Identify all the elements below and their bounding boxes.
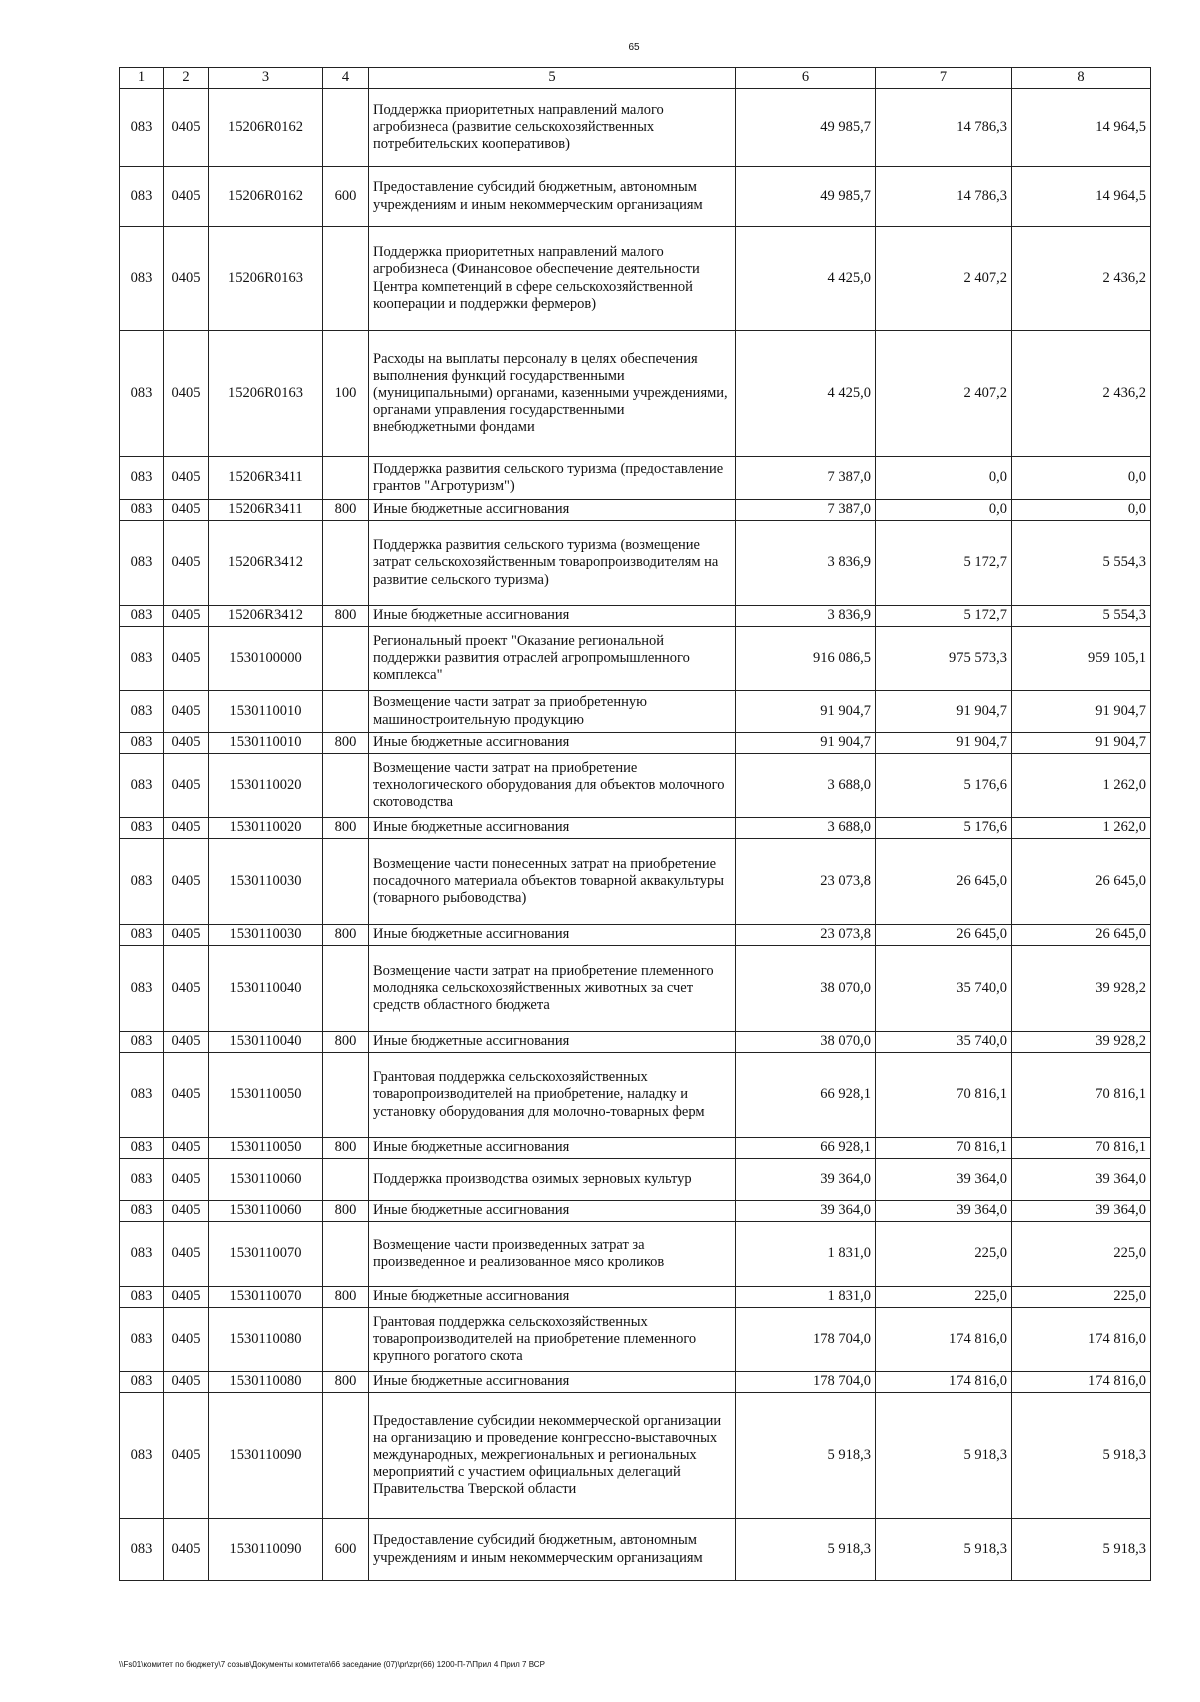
column-header-1: 1 [120, 68, 164, 89]
target-article-cell: 15206R0162 [209, 89, 323, 167]
amount-year3-cell: 91 904,7 [1012, 733, 1151, 754]
admin-code-cell: 083 [120, 500, 164, 521]
section-code-cell: 0405 [164, 1287, 209, 1308]
amount-year1-cell: 5 918,3 [736, 1393, 876, 1519]
amount-year2-cell: 91 904,7 [876, 691, 1012, 733]
expense-type-cell [323, 1159, 369, 1201]
amount-year2-cell: 35 740,0 [876, 946, 1012, 1032]
admin-code-cell: 083 [120, 946, 164, 1032]
admin-code-cell: 083 [120, 1308, 164, 1372]
admin-code-cell: 083 [120, 754, 164, 818]
amount-year1-cell: 23 073,8 [736, 925, 876, 946]
admin-code-cell: 083 [120, 1053, 164, 1138]
target-article-cell: 1530110070 [209, 1222, 323, 1287]
section-code-cell: 0405 [164, 818, 209, 839]
expense-type-cell [323, 1393, 369, 1519]
column-header-6: 6 [736, 68, 876, 89]
section-code-cell: 0405 [164, 167, 209, 227]
admin-code-cell: 083 [120, 1393, 164, 1519]
admin-code-cell: 083 [120, 1201, 164, 1222]
column-header-3: 3 [209, 68, 323, 89]
table-row [120, 331, 1151, 457]
amount-year1-cell: 66 928,1 [736, 1053, 876, 1138]
expense-type-cell [323, 691, 369, 733]
admin-code-cell: 083 [120, 167, 164, 227]
admin-code-cell: 083 [120, 1519, 164, 1581]
target-article-cell: 15206R0163 [209, 331, 323, 457]
amount-year3-cell: 0,0 [1012, 500, 1151, 521]
amount-year2-cell: 35 740,0 [876, 1032, 1012, 1053]
amount-year2-cell: 0,0 [876, 457, 1012, 500]
column-header-4: 4 [323, 68, 369, 89]
expense-type-cell [323, 1308, 369, 1372]
amount-year3-cell: 1 262,0 [1012, 754, 1151, 818]
amount-year3-cell: 70 816,1 [1012, 1138, 1151, 1159]
expense-type-cell [323, 457, 369, 500]
table-row [120, 1519, 1151, 1581]
section-code-cell: 0405 [164, 1519, 209, 1581]
target-article-cell: 1530110030 [209, 839, 323, 925]
amount-year1-cell: 38 070,0 [736, 946, 876, 1032]
expense-type-cell [323, 1222, 369, 1287]
expense-type-cell [323, 1053, 369, 1138]
expense-type-cell: 800 [323, 925, 369, 946]
item-name-cell: Поддержка приоритетных направлений малого агробизнеса (Финансовое обеспечение деятельности Центра компетенций в сфере сельскохозяйственной кооперации и поддержки фермеров) [369, 227, 736, 331]
column-header-5: 5 [369, 68, 736, 89]
amount-year3-cell: 26 645,0 [1012, 925, 1151, 946]
amount-year3-cell: 5 918,3 [1012, 1519, 1151, 1581]
amount-year1-cell: 91 904,7 [736, 733, 876, 754]
admin-code-cell: 083 [120, 925, 164, 946]
table-row [120, 1138, 1151, 1159]
amount-year2-cell: 5 918,3 [876, 1519, 1012, 1581]
amount-year1-cell: 39 364,0 [736, 1201, 876, 1222]
table-row [120, 627, 1151, 691]
amount-year2-cell: 174 816,0 [876, 1308, 1012, 1372]
section-code-cell: 0405 [164, 1372, 209, 1393]
expense-type-cell: 600 [323, 1519, 369, 1581]
amount-year3-cell: 26 645,0 [1012, 839, 1151, 925]
table-row [120, 606, 1151, 627]
item-name-cell: Иные бюджетные ассигнования [369, 1372, 736, 1393]
amount-year1-cell: 49 985,7 [736, 89, 876, 167]
item-name-cell: Поддержка развития сельского туризма (возмещение затрат сельскохозяйственным товаропроизводителям на развитие сельского туризма) [369, 521, 736, 606]
table-row [120, 1032, 1151, 1053]
amount-year2-cell: 5 176,6 [876, 818, 1012, 839]
amount-year1-cell: 7 387,0 [736, 500, 876, 521]
amount-year2-cell: 26 645,0 [876, 925, 1012, 946]
amount-year3-cell: 225,0 [1012, 1287, 1151, 1308]
admin-code-cell: 083 [120, 521, 164, 606]
item-name-cell: Иные бюджетные ассигнования [369, 925, 736, 946]
table-row [120, 839, 1151, 925]
amount-year3-cell: 5 918,3 [1012, 1393, 1151, 1519]
amount-year1-cell: 49 985,7 [736, 167, 876, 227]
item-name-cell: Грантовая поддержка сельскохозяйственных товаропроизводителей на приобретение племенного крупного рогатого скота [369, 1308, 736, 1372]
admin-code-cell: 083 [120, 839, 164, 925]
table-row [120, 89, 1151, 167]
item-name-cell: Иные бюджетные ассигнования [369, 606, 736, 627]
item-name-cell: Предоставление субсидии некоммерческой организации на организацию и проведение конгрессно-выставочных международных, межрегиональных и региональных мероприятий с участием официальных делегаций Правительства Тверской области [369, 1393, 736, 1519]
amount-year2-cell: 5 176,6 [876, 754, 1012, 818]
item-name-cell: Иные бюджетные ассигнования [369, 1201, 736, 1222]
amount-year3-cell: 225,0 [1012, 1222, 1151, 1287]
expense-type-cell: 800 [323, 1201, 369, 1222]
amount-year2-cell: 5 172,7 [876, 521, 1012, 606]
section-code-cell: 0405 [164, 1308, 209, 1372]
table-row [120, 457, 1151, 500]
expense-type-cell: 800 [323, 500, 369, 521]
table-row [120, 691, 1151, 733]
amount-year1-cell: 1 831,0 [736, 1222, 876, 1287]
item-name-cell: Предоставление субсидий бюджетным, автономным учреждениям и иным некоммерческим организациям [369, 167, 736, 227]
item-name-cell: Поддержка производства озимых зерновых культур [369, 1159, 736, 1201]
target-article-cell: 1530110010 [209, 733, 323, 754]
admin-code-cell: 083 [120, 606, 164, 627]
column-header-2: 2 [164, 68, 209, 89]
table-row [120, 946, 1151, 1032]
amount-year3-cell: 1 262,0 [1012, 818, 1151, 839]
admin-code-cell: 083 [120, 627, 164, 691]
item-name-cell: Иные бюджетные ассигнования [369, 733, 736, 754]
admin-code-cell: 083 [120, 1222, 164, 1287]
section-code-cell: 0405 [164, 331, 209, 457]
item-name-cell: Возмещение части затрат за приобретенную машиностроительную продукцию [369, 691, 736, 733]
section-code-cell: 0405 [164, 500, 209, 521]
table-row [120, 1308, 1151, 1372]
target-article-cell: 1530110040 [209, 946, 323, 1032]
target-article-cell: 1530110080 [209, 1308, 323, 1372]
amount-year3-cell: 14 964,5 [1012, 89, 1151, 167]
section-code-cell: 0405 [164, 1222, 209, 1287]
amount-year3-cell: 0,0 [1012, 457, 1151, 500]
expense-type-cell: 800 [323, 1032, 369, 1053]
amount-year3-cell: 39 928,2 [1012, 946, 1151, 1032]
amount-year3-cell: 91 904,7 [1012, 691, 1151, 733]
item-name-cell: Поддержка развития сельского туризма (предоставление грантов "Агротуризм") [369, 457, 736, 500]
section-code-cell: 0405 [164, 606, 209, 627]
amount-year1-cell: 3 836,9 [736, 606, 876, 627]
target-article-cell: 1530110060 [209, 1159, 323, 1201]
table-row [120, 1201, 1151, 1222]
header-row [120, 68, 1151, 89]
amount-year3-cell: 2 436,2 [1012, 331, 1151, 457]
item-name-cell: Предоставление субсидий бюджетным, автономным учреждениям и иным некоммерческим организациям [369, 1519, 736, 1581]
expense-type-cell: 800 [323, 1287, 369, 1308]
amount-year3-cell: 39 364,0 [1012, 1159, 1151, 1201]
target-article-cell: 1530110040 [209, 1032, 323, 1053]
expense-type-cell [323, 521, 369, 606]
amount-year2-cell: 14 786,3 [876, 89, 1012, 167]
footer-file-path: \\Fs01\комитет по бюджету\7 созыв\Документы комитета\66 заседание (07)\pr\zpr(66) 1200-П-7\Прил 4 Прил 7 ВСР [119, 1660, 545, 1669]
item-name-cell: Поддержка приоритетных направлений малого агробизнеса (развитие сельскохозяйственных потребительских кооперативов) [369, 89, 736, 167]
amount-year2-cell: 70 816,1 [876, 1138, 1012, 1159]
amount-year2-cell: 2 407,2 [876, 227, 1012, 331]
column-header-8: 8 [1012, 68, 1151, 89]
table-row [120, 1053, 1151, 1138]
amount-year1-cell: 178 704,0 [736, 1308, 876, 1372]
target-article-cell: 1530110090 [209, 1393, 323, 1519]
expense-type-cell [323, 627, 369, 691]
expense-type-cell: 800 [323, 1372, 369, 1393]
budget-table [119, 67, 1151, 1581]
amount-year2-cell: 39 364,0 [876, 1159, 1012, 1201]
table-row [120, 925, 1151, 946]
admin-code-cell: 083 [120, 1159, 164, 1201]
amount-year1-cell: 91 904,7 [736, 691, 876, 733]
section-code-cell: 0405 [164, 1032, 209, 1053]
amount-year1-cell: 3 688,0 [736, 754, 876, 818]
section-code-cell: 0405 [164, 925, 209, 946]
amount-year3-cell: 959 105,1 [1012, 627, 1151, 691]
page-number: 65 [628, 42, 640, 53]
amount-year1-cell: 5 918,3 [736, 1519, 876, 1581]
amount-year2-cell: 5 918,3 [876, 1393, 1012, 1519]
amount-year2-cell: 174 816,0 [876, 1372, 1012, 1393]
table-body [120, 89, 1151, 1581]
item-name-cell: Возмещение части затрат на приобретение технологического оборудования для объектов молочного скотоводства [369, 754, 736, 818]
amount-year3-cell: 174 816,0 [1012, 1372, 1151, 1393]
section-code-cell: 0405 [164, 1393, 209, 1519]
target-article-cell: 1530110090 [209, 1519, 323, 1581]
table-row [120, 1287, 1151, 1308]
table-row [120, 227, 1151, 331]
amount-year2-cell: 91 904,7 [876, 733, 1012, 754]
amount-year3-cell: 39 928,2 [1012, 1032, 1151, 1053]
expense-type-cell: 600 [323, 167, 369, 227]
amount-year3-cell: 2 436,2 [1012, 227, 1151, 331]
item-name-cell: Иные бюджетные ассигнования [369, 818, 736, 839]
amount-year2-cell: 2 407,2 [876, 331, 1012, 457]
item-name-cell: Грантовая поддержка сельскохозяйственных товаропроизводителей на приобретение, наладку и установку оборудования для молочно-товарных ферм [369, 1053, 736, 1138]
target-article-cell: 15206R3411 [209, 457, 323, 500]
amount-year3-cell: 14 964,5 [1012, 167, 1151, 227]
expense-type-cell: 800 [323, 606, 369, 627]
column-header-7: 7 [876, 68, 1012, 89]
target-article-cell: 1530110080 [209, 1372, 323, 1393]
expense-type-cell [323, 754, 369, 818]
item-name-cell: Иные бюджетные ассигнования [369, 500, 736, 521]
amount-year2-cell: 39 364,0 [876, 1201, 1012, 1222]
target-article-cell: 15206R0162 [209, 167, 323, 227]
amount-year2-cell: 5 172,7 [876, 606, 1012, 627]
table-row [120, 1222, 1151, 1287]
table-row [120, 1393, 1151, 1519]
expense-type-cell: 800 [323, 818, 369, 839]
expense-type-cell [323, 839, 369, 925]
target-article-cell: 1530110070 [209, 1287, 323, 1308]
amount-year3-cell: 70 816,1 [1012, 1053, 1151, 1138]
amount-year1-cell: 916 086,5 [736, 627, 876, 691]
section-code-cell: 0405 [164, 754, 209, 818]
amount-year1-cell: 3 688,0 [736, 818, 876, 839]
admin-code-cell: 083 [120, 818, 164, 839]
admin-code-cell: 083 [120, 691, 164, 733]
target-article-cell: 1530110050 [209, 1053, 323, 1138]
admin-code-cell: 083 [120, 733, 164, 754]
amount-year3-cell: 39 364,0 [1012, 1201, 1151, 1222]
amount-year2-cell: 0,0 [876, 500, 1012, 521]
amount-year1-cell: 38 070,0 [736, 1032, 876, 1053]
admin-code-cell: 083 [120, 457, 164, 500]
item-name-cell: Иные бюджетные ассигнования [369, 1287, 736, 1308]
amount-year2-cell: 14 786,3 [876, 167, 1012, 227]
section-code-cell: 0405 [164, 227, 209, 331]
admin-code-cell: 083 [120, 1372, 164, 1393]
item-name-cell: Региональный проект "Оказание региональной поддержки развития отраслей агропромышленного комплекса" [369, 627, 736, 691]
target-article-cell: 15206R3412 [209, 521, 323, 606]
table-row [120, 521, 1151, 606]
amount-year1-cell: 4 425,0 [736, 227, 876, 331]
admin-code-cell: 083 [120, 1138, 164, 1159]
section-code-cell: 0405 [164, 1159, 209, 1201]
expense-type-cell [323, 227, 369, 331]
amount-year1-cell: 66 928,1 [736, 1138, 876, 1159]
target-article-cell: 1530110010 [209, 691, 323, 733]
amount-year2-cell: 975 573,3 [876, 627, 1012, 691]
amount-year1-cell: 7 387,0 [736, 457, 876, 500]
target-article-cell: 15206R0163 [209, 227, 323, 331]
expense-type-cell [323, 89, 369, 167]
amount-year1-cell: 4 425,0 [736, 331, 876, 457]
section-code-cell: 0405 [164, 1201, 209, 1222]
item-name-cell: Иные бюджетные ассигнования [369, 1138, 736, 1159]
amount-year1-cell: 3 836,9 [736, 521, 876, 606]
item-name-cell: Возмещение части понесенных затрат на приобретение посадочного материала объектов товарной аквакультуры (товарного рыбоводства) [369, 839, 736, 925]
amount-year1-cell: 39 364,0 [736, 1159, 876, 1201]
target-article-cell: 1530110020 [209, 818, 323, 839]
section-code-cell: 0405 [164, 457, 209, 500]
table-row [120, 167, 1151, 227]
target-article-cell: 1530110050 [209, 1138, 323, 1159]
amount-year2-cell: 225,0 [876, 1222, 1012, 1287]
section-code-cell: 0405 [164, 839, 209, 925]
target-article-cell: 15206R3412 [209, 606, 323, 627]
section-code-cell: 0405 [164, 89, 209, 167]
table-row [120, 818, 1151, 839]
expense-type-cell: 800 [323, 1138, 369, 1159]
section-code-cell: 0405 [164, 627, 209, 691]
section-code-cell: 0405 [164, 733, 209, 754]
item-name-cell: Возмещение части затрат на приобретение племенного молодняка сельскохозяйственных животных за счет средств областного бюджета [369, 946, 736, 1032]
amount-year3-cell: 5 554,3 [1012, 521, 1151, 606]
section-code-cell: 0405 [164, 521, 209, 606]
amount-year1-cell: 23 073,8 [736, 839, 876, 925]
admin-code-cell: 083 [120, 89, 164, 167]
admin-code-cell: 083 [120, 1287, 164, 1308]
section-code-cell: 0405 [164, 1053, 209, 1138]
item-name-cell: Расходы на выплаты персоналу в целях обеспечения выполнения функций государственными (муниципальными) органами, казенными учреждениями, органами управления государственными внебюджетными фондами [369, 331, 736, 457]
item-name-cell: Возмещение части произведенных затрат за произведенное и реализованное мясо кроликов [369, 1222, 736, 1287]
admin-code-cell: 083 [120, 1032, 164, 1053]
expense-type-cell: 100 [323, 331, 369, 457]
table-row [120, 500, 1151, 521]
amount-year2-cell: 225,0 [876, 1287, 1012, 1308]
admin-code-cell: 083 [120, 331, 164, 457]
section-code-cell: 0405 [164, 946, 209, 1032]
amount-year2-cell: 26 645,0 [876, 839, 1012, 925]
table-row [120, 1159, 1151, 1201]
table-row [120, 733, 1151, 754]
target-article-cell: 1530110020 [209, 754, 323, 818]
section-code-cell: 0405 [164, 691, 209, 733]
amount-year3-cell: 174 816,0 [1012, 1308, 1151, 1372]
target-article-cell: 1530110030 [209, 925, 323, 946]
amount-year2-cell: 70 816,1 [876, 1053, 1012, 1138]
target-article-cell: 15206R3411 [209, 500, 323, 521]
target-article-cell: 1530100000 [209, 627, 323, 691]
table-row [120, 754, 1151, 818]
table-row [120, 1372, 1151, 1393]
expense-type-cell: 800 [323, 733, 369, 754]
item-name-cell: Иные бюджетные ассигнования [369, 1032, 736, 1053]
amount-year3-cell: 5 554,3 [1012, 606, 1151, 627]
amount-year1-cell: 1 831,0 [736, 1287, 876, 1308]
expense-type-cell [323, 946, 369, 1032]
admin-code-cell: 083 [120, 227, 164, 331]
target-article-cell: 1530110060 [209, 1201, 323, 1222]
amount-year1-cell: 178 704,0 [736, 1372, 876, 1393]
section-code-cell: 0405 [164, 1138, 209, 1159]
